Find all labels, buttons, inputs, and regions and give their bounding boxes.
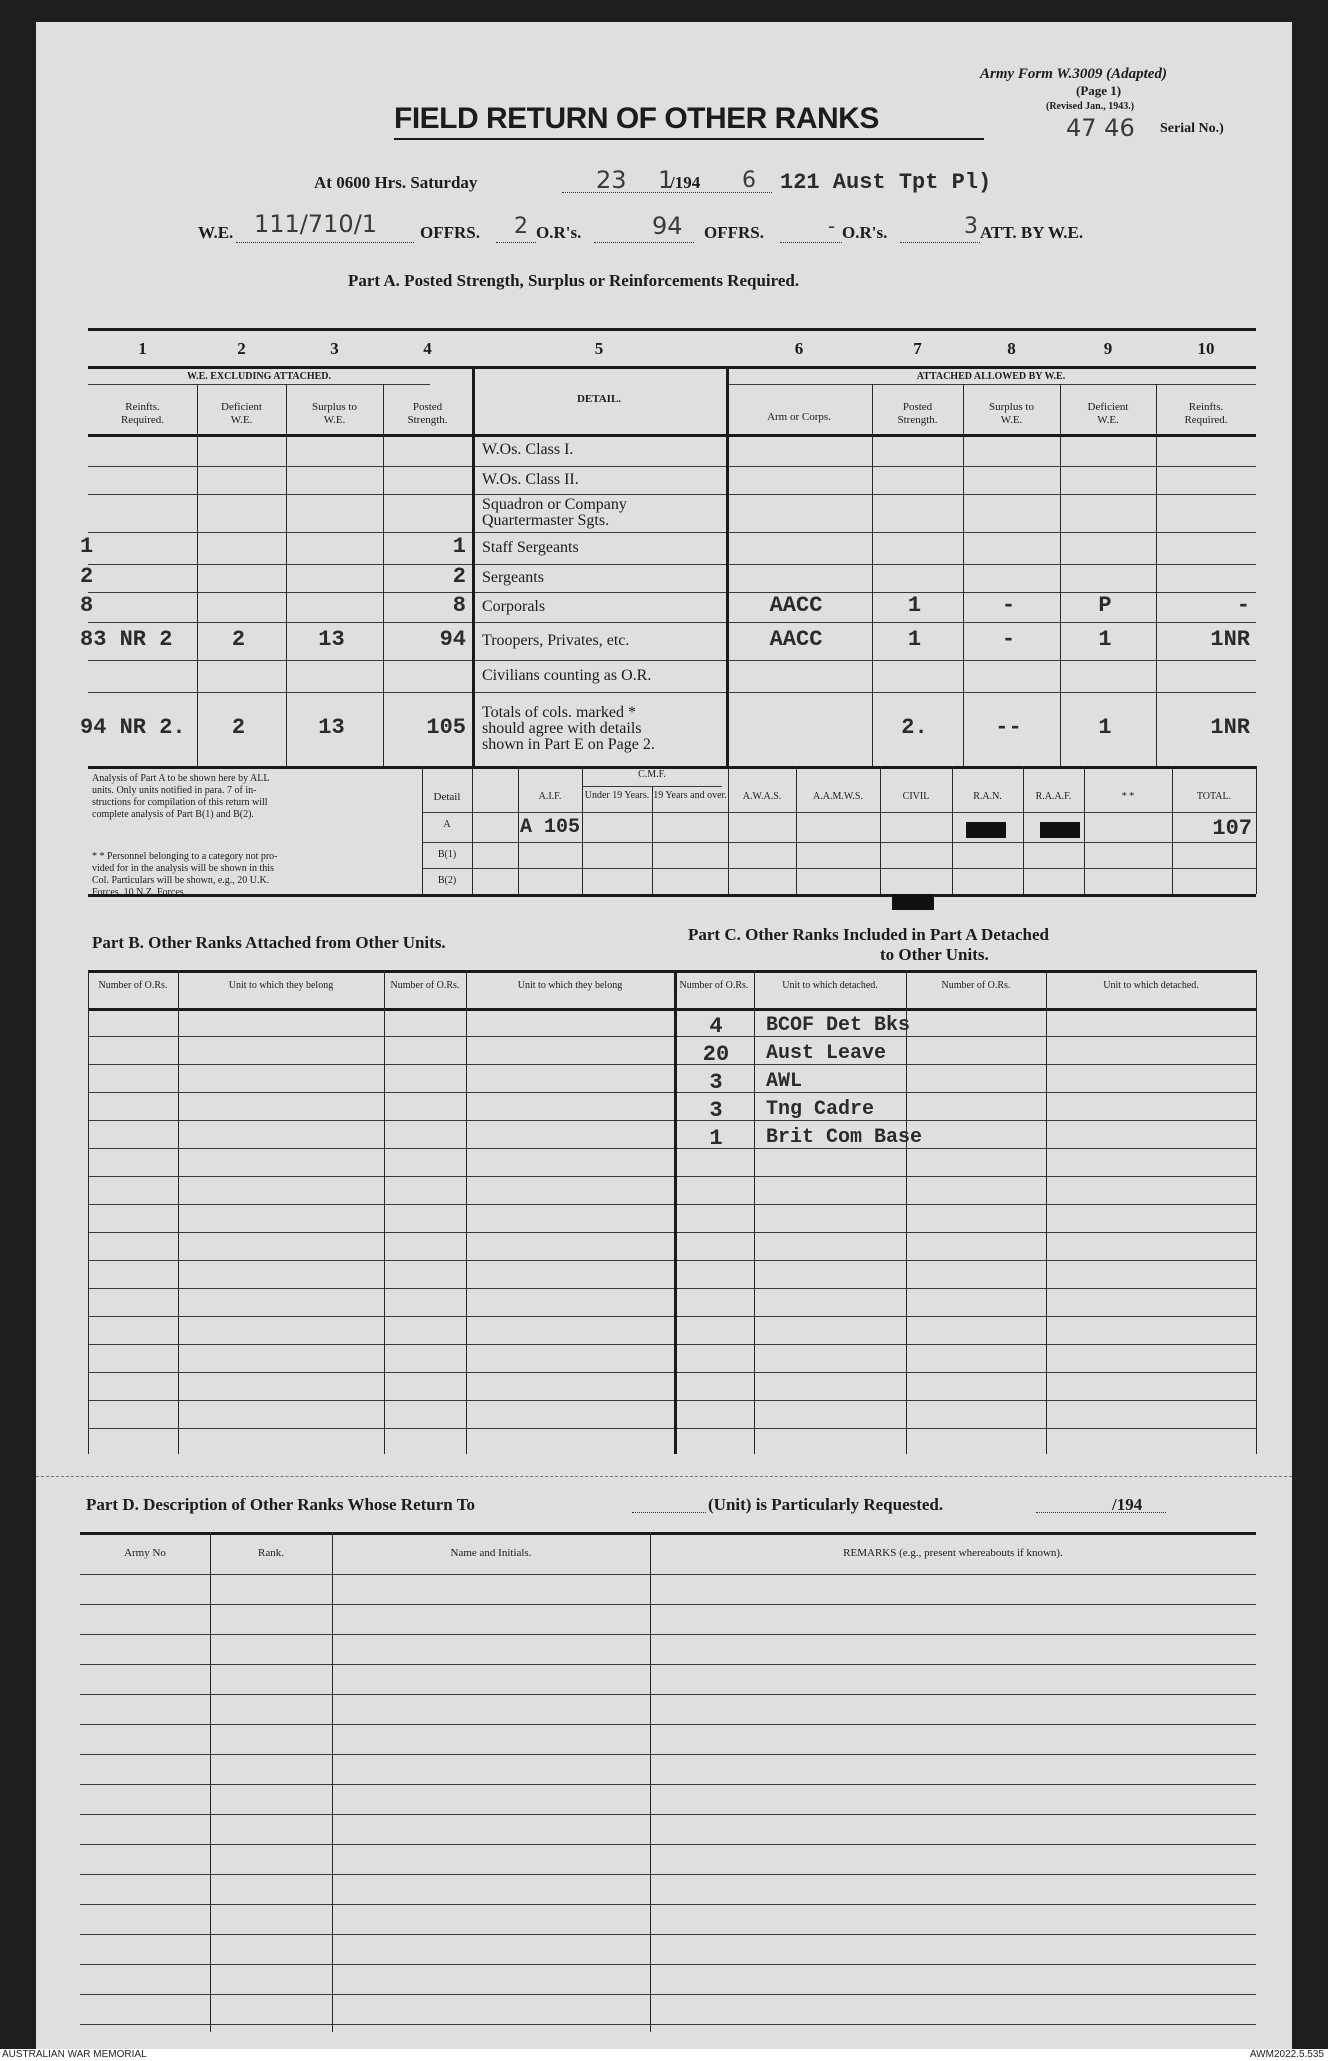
row-value-c4: 105: [426, 715, 466, 740]
part-d-column-header: REMARKS (e.g., present whereabouts if known).: [843, 1547, 1063, 1559]
part-d-row-rule: [80, 1604, 1256, 1605]
part-a-row-rule: [88, 692, 1256, 693]
analysis-column-line: [582, 766, 583, 894]
part-b-heading: Part B. Other Ranks Attached from Other Units.: [92, 933, 446, 952]
analysis-column-header: A.W.A.S.: [742, 791, 782, 802]
column-number: 8: [1007, 339, 1016, 358]
analysis-column-line: [1023, 766, 1024, 894]
part-bc-row-rule: [88, 1204, 1256, 1205]
column-number: 5: [594, 339, 604, 358]
part-d-column-line: [210, 1532, 211, 2032]
analysis-column-header: * *: [1121, 791, 1135, 802]
part-b-column-header: Number of O.Rs.: [390, 980, 460, 991]
part-a-row-rule: [88, 466, 1256, 467]
archive-name: AUSTRALIAN WAR MEMORIAL: [2, 2049, 147, 2060]
redaction-mark: [892, 894, 934, 910]
row-detail: Staff Sergeants: [482, 539, 579, 556]
row-detail: Troopers, Privates, etc.: [482, 632, 630, 649]
row-detail: shown in Part E on Page 2.: [482, 736, 655, 753]
part-d-column-header: Name and Initials.: [450, 1547, 532, 1559]
part-d-column-header: Army No: [124, 1547, 166, 1559]
part-bc-column-line: [88, 970, 89, 1454]
analysis-column-header: A.A.M.W.S.: [813, 791, 863, 802]
column-header: Strength.: [407, 414, 448, 426]
part-d-row-rule: [80, 2024, 1256, 2025]
column-header: Deficient: [1087, 401, 1129, 413]
part-bc-top-rule: [88, 970, 1256, 973]
part-a-column-line: [197, 384, 198, 766]
column-header: W.E.: [1000, 414, 1023, 426]
row-value-c10: 1NR: [1210, 715, 1250, 740]
report-time-label: At 0600 Hrs. Saturday: [314, 173, 478, 192]
redaction-mark: [1040, 822, 1080, 838]
part-bc-column-line: [1046, 970, 1047, 1454]
analysis-footnote: Forces, 10 N.Z. Forces.: [92, 887, 187, 898]
row-value-c3: 13: [318, 715, 345, 740]
row-value-c7: 1: [907, 593, 922, 618]
date-year-prefix: /194: [670, 173, 701, 192]
analysis-column-line: [652, 786, 653, 894]
part-d-row-rule: [80, 1754, 1256, 1755]
we-value: 111/710/1: [254, 210, 378, 238]
part-a-bottom-rule: [88, 766, 1256, 769]
part-bc-row-rule: [88, 1288, 1256, 1289]
analysis-row-rule: [422, 868, 1256, 869]
part-bc-column-line: [754, 970, 755, 1454]
part-d-heading-year: /194: [1112, 1495, 1143, 1514]
part-d-row-rule: [80, 1694, 1256, 1695]
part-b-column-header: Unit to which they belong: [517, 980, 623, 991]
analysis-footnote: Col. Particulars will be shown, e.g., 20 U.K.: [92, 875, 270, 886]
column-header: Posted: [412, 401, 443, 413]
analysis-footnote: vided for in the analysis will be shown in this: [92, 863, 274, 874]
column-header: Required.: [120, 414, 165, 426]
part-c-heading-line2: to Other Units.: [880, 945, 989, 964]
column-header: Arm or Corps.: [767, 411, 831, 423]
column-number: 6: [794, 339, 804, 358]
we-label: W.E.: [198, 223, 234, 242]
part-d-row-rule: [80, 1934, 1256, 1935]
group-rule-left: [88, 384, 430, 385]
part-bc-column-line: [674, 970, 677, 1454]
analysis-column-line: [880, 766, 881, 894]
part-d-heading: Part D. Description of Other Ranks Whose Return To: [86, 1495, 475, 1514]
row-value-c9: 1: [1098, 715, 1112, 740]
group-label-we: W.E. EXCLUDING ATTACHED.: [186, 371, 331, 382]
part-bc-head-rule: [88, 1008, 1256, 1011]
ors-label: O.R's.: [536, 223, 582, 242]
part-d-column-line: [650, 1532, 651, 2032]
part-c-heading: Part C. Other Ranks Included in Part A Detached: [688, 925, 1049, 944]
analysis-head-rule: [422, 812, 1256, 813]
part-a-row-rule: [88, 592, 1256, 593]
part-d-row-rule: [80, 1904, 1256, 1905]
part-c-column-header: Unit to which detached.: [782, 980, 878, 991]
serial-label: Serial No.): [1160, 121, 1224, 136]
part-b-column-header: Number of O.Rs.: [98, 980, 168, 991]
analysis-note: complete analysis of Part B(1) and B(2).: [92, 809, 254, 820]
part-bc-column-line: [384, 970, 385, 1454]
offrs2-value: -: [828, 214, 836, 238]
analysis-row-rule: [422, 842, 1256, 843]
part-a-column-line: [1060, 384, 1061, 766]
revised-date: (Revised Jan., 1943.): [1046, 101, 1135, 112]
column-header: Surplus to: [989, 401, 1034, 413]
detached-unit: Tng Cadre: [766, 1098, 875, 1121]
row-value-c8: -: [1001, 627, 1016, 652]
analysis-column-line: [472, 766, 473, 894]
part-bc-row-rule: [88, 1260, 1256, 1261]
archive-footer: [0, 2049, 1328, 2061]
part-a-row-rule: [88, 564, 1256, 565]
analysis-row-label: B(1): [437, 849, 457, 860]
date-month: 1: [658, 166, 674, 194]
part-c-column-header: Unit to which detached.: [1103, 980, 1199, 991]
column-number: 10: [1197, 339, 1215, 358]
analysis-row-label: B(2): [437, 875, 457, 886]
column-header: Posted: [902, 401, 933, 413]
part-a-column-line: [286, 384, 287, 766]
part-bc-column-line: [178, 970, 179, 1454]
part-bc-row-rule: [88, 1232, 1256, 1233]
aif-value: A 105: [519, 816, 580, 839]
analysis-column-line: [422, 766, 423, 894]
row-detail: Squadron or Company: [482, 496, 627, 513]
part-c-column-header: Number of O.Rs.: [679, 980, 749, 991]
column-header: W.E.: [323, 414, 346, 426]
unit-name: 121 Aust Tpt Pl): [780, 170, 992, 195]
detached-unit: AWL: [766, 1070, 803, 1093]
att-label: ATT. BY W.E.: [980, 223, 1084, 242]
row-value-c2: 2: [231, 715, 246, 740]
row-detail: Corporals: [482, 598, 546, 615]
part-bc-row-rule: [88, 1344, 1256, 1345]
column-number: 2: [237, 339, 246, 358]
analysis-note: Analysis of Part A to be shown here by ALL: [92, 773, 270, 784]
part-a-row-rule: [88, 660, 1256, 661]
part-d-row-rule: [80, 1844, 1256, 1845]
part-d-row-rule: [80, 1814, 1256, 1815]
row-value-c3: 13: [318, 627, 345, 652]
analysis-column-line: [1256, 766, 1257, 894]
part-bc-row-rule: [88, 1372, 1256, 1373]
archive-ref: AWM2022.5.535: [1249, 2049, 1324, 2060]
column-header: Deficient: [221, 401, 262, 413]
part-bc-row-rule: [88, 1400, 1256, 1401]
column-header: Strength.: [897, 414, 938, 426]
row-detail: should agree with details: [482, 720, 642, 737]
column-header: Reinfts.: [125, 401, 160, 413]
form-sheet: [36, 22, 1292, 2050]
analysis-note: units. Only units notified in para. 7 of in-: [92, 785, 257, 796]
detached-count: 3: [709, 1098, 723, 1123]
part-a-column-line: [1156, 384, 1157, 766]
column-number: 4: [423, 339, 432, 358]
row-detail: Civilians counting as O.R.: [482, 667, 652, 684]
part-bc-column-line: [906, 970, 907, 1454]
date-day: 23: [596, 166, 627, 194]
part-a-row-rule: [88, 532, 1256, 533]
row-value-c1: 8: [80, 593, 94, 618]
date-year-digit: 6: [742, 168, 756, 193]
column-number: 9: [1103, 339, 1113, 358]
row-value-c1: 1: [80, 534, 94, 559]
row-value-c4: 8: [452, 593, 466, 618]
form-id: Army Form W.3009 (Adapted): [980, 66, 1167, 82]
part-bc-column-line: [466, 970, 467, 1454]
row-value-c2: 2: [231, 627, 246, 652]
part-bc-row-rule: [88, 1176, 1256, 1177]
row-detail: Sergeants: [482, 569, 544, 586]
group-rule-right: [726, 384, 1256, 385]
column-header: Reinfts.: [1188, 401, 1224, 413]
part-d-row-rule: [80, 1664, 1256, 1665]
part-bc-row-rule: [88, 1316, 1256, 1317]
row-detail: W.Os. Class I.: [482, 441, 574, 458]
ors2-value: 3: [964, 214, 978, 239]
detached-unit: BCOF Det Bks: [766, 1014, 911, 1037]
part-d-column-header: Rank.: [258, 1547, 284, 1559]
detached-count: 3: [709, 1070, 723, 1095]
analysis-column-line: [796, 766, 797, 894]
analysis-row-label: A: [443, 819, 451, 830]
serial-value: 47 46: [1066, 114, 1135, 142]
column-header: W.E.: [230, 414, 253, 426]
part-bc-row-rule: [88, 1092, 1256, 1093]
analysis-footnote: * * Personnel belonging to a category not pro-: [92, 851, 278, 862]
ors-value: 94: [652, 212, 683, 240]
total-value: 107: [1212, 816, 1252, 841]
column-header: W.E.: [1097, 414, 1119, 426]
part-bc-row-rule: [88, 1120, 1256, 1121]
analysis-column-header: CIVIL: [902, 791, 930, 802]
offrs2-label: OFFRS.: [704, 223, 764, 242]
detached-count: 4: [709, 1014, 723, 1039]
cmf-header: C.M.F.: [638, 769, 666, 780]
row-value-c8: --: [995, 715, 1022, 740]
part-c-column-header: Number of O.Rs.: [941, 980, 1011, 991]
part-a-column-line: [872, 384, 873, 766]
column-header: Required.: [1184, 414, 1228, 426]
part-bc-row-rule: [88, 1036, 1256, 1037]
analysis-detail-label: Detail: [433, 791, 461, 803]
row-value-c7: 1: [907, 627, 922, 652]
row-value-c1: 83 NR 2: [80, 627, 173, 652]
part-d-row-rule: [80, 1784, 1256, 1785]
row-value-c10: -: [1236, 593, 1250, 618]
part-a-column-line: [726, 366, 729, 766]
ors2-label: O.R's.: [842, 223, 888, 242]
detail-header: DETAIL.: [576, 393, 622, 405]
analysis-bottom-rule: [88, 894, 1256, 897]
row-value-c4: 94: [439, 627, 466, 652]
part-bc-row-rule: [88, 1428, 1256, 1429]
perforation-line: [36, 1476, 1292, 1477]
title-underline: [394, 138, 984, 140]
detached-count: 20: [702, 1042, 730, 1067]
part-d-heading-unit: (Unit) is Particularly Requested.: [708, 1495, 944, 1514]
part-d-row-rule: [80, 1874, 1256, 1875]
row-value-c4: 1: [452, 534, 466, 559]
column-number: 7: [913, 339, 922, 358]
detached-unit: Aust Leave: [766, 1042, 887, 1065]
row-detail: W.Os. Class II.: [482, 471, 579, 488]
analysis-column-header: TOTAL.: [1196, 791, 1232, 802]
analysis-column-header: Under 19 Years.: [584, 790, 650, 801]
row-value-c7: 2.: [901, 715, 928, 740]
row-value-c9: 1: [1098, 627, 1112, 652]
part-d-column-line: [332, 1532, 333, 2032]
part-d-top-rule: [80, 1532, 1256, 1535]
analysis-column-line: [952, 766, 953, 894]
analysis-column-line: [728, 766, 729, 894]
part-b-column-header: Unit to which they belong: [228, 980, 334, 991]
part-d-head-rule: [80, 1574, 1256, 1575]
row-value-c1: 94 NR 2.: [80, 715, 186, 740]
part-d-row-rule: [80, 1634, 1256, 1635]
row-value-c10: 1NR: [1210, 627, 1250, 652]
column-number: 3: [330, 339, 339, 358]
part-d-row-rule: [80, 1994, 1256, 1995]
column-number: 1: [138, 339, 147, 358]
page-number: (Page 1): [1076, 83, 1122, 98]
row-detail: Totals of cols. marked *: [482, 704, 636, 721]
redaction-mark: [966, 822, 1006, 838]
offrs-label: OFFRS.: [420, 223, 480, 242]
part-a-column-line: [963, 384, 964, 766]
row-value-c4: 2: [452, 564, 466, 589]
row-value-c6: AACC: [769, 593, 823, 618]
row-value-c1: 2: [80, 564, 94, 589]
row-detail: Quartermaster Sgts.: [482, 512, 610, 529]
analysis-column-header: 19 Years and over.: [653, 790, 727, 801]
detached-count: 1: [709, 1126, 723, 1151]
part-a-head-rule: [88, 434, 1256, 437]
analysis-note: structions for compilation of this return will: [92, 797, 268, 808]
offrs-value: 2: [514, 214, 528, 239]
part-a-top-rule: [88, 328, 1256, 331]
analysis-column-header: R.A.A.F.: [1035, 791, 1072, 802]
part-a-row-rule: [88, 494, 1256, 495]
part-bc-row-rule: [88, 1148, 1256, 1149]
page-title: FIELD RETURN OF OTHER RANKS: [394, 102, 879, 135]
part-a-number-rule: [88, 366, 1256, 369]
analysis-column-header: A.I.F.: [538, 791, 562, 802]
part-a-heading: Part A. Posted Strength, Surplus or Reinforcements Required.: [348, 271, 800, 290]
row-value-c9: P: [1098, 593, 1112, 618]
part-d-row-rule: [80, 1724, 1256, 1725]
row-value-c8: -: [1001, 593, 1016, 618]
column-header: Surplus to: [312, 401, 357, 413]
part-bc-row-rule: [88, 1064, 1256, 1065]
analysis-column-header: R.A.N.: [973, 791, 1002, 802]
group-label-attached: ATTACHED ALLOWED BY W.E.: [916, 371, 1066, 382]
analysis-column-line: [1084, 766, 1085, 894]
part-a-row-rule: [88, 622, 1256, 623]
row-value-c6: AACC: [769, 627, 823, 652]
part-d-row-rule: [80, 1964, 1256, 1965]
part-bc-column-line: [1256, 970, 1257, 1454]
part-a-column-line: [472, 366, 475, 766]
detached-unit: Brit Com Base: [766, 1126, 923, 1149]
